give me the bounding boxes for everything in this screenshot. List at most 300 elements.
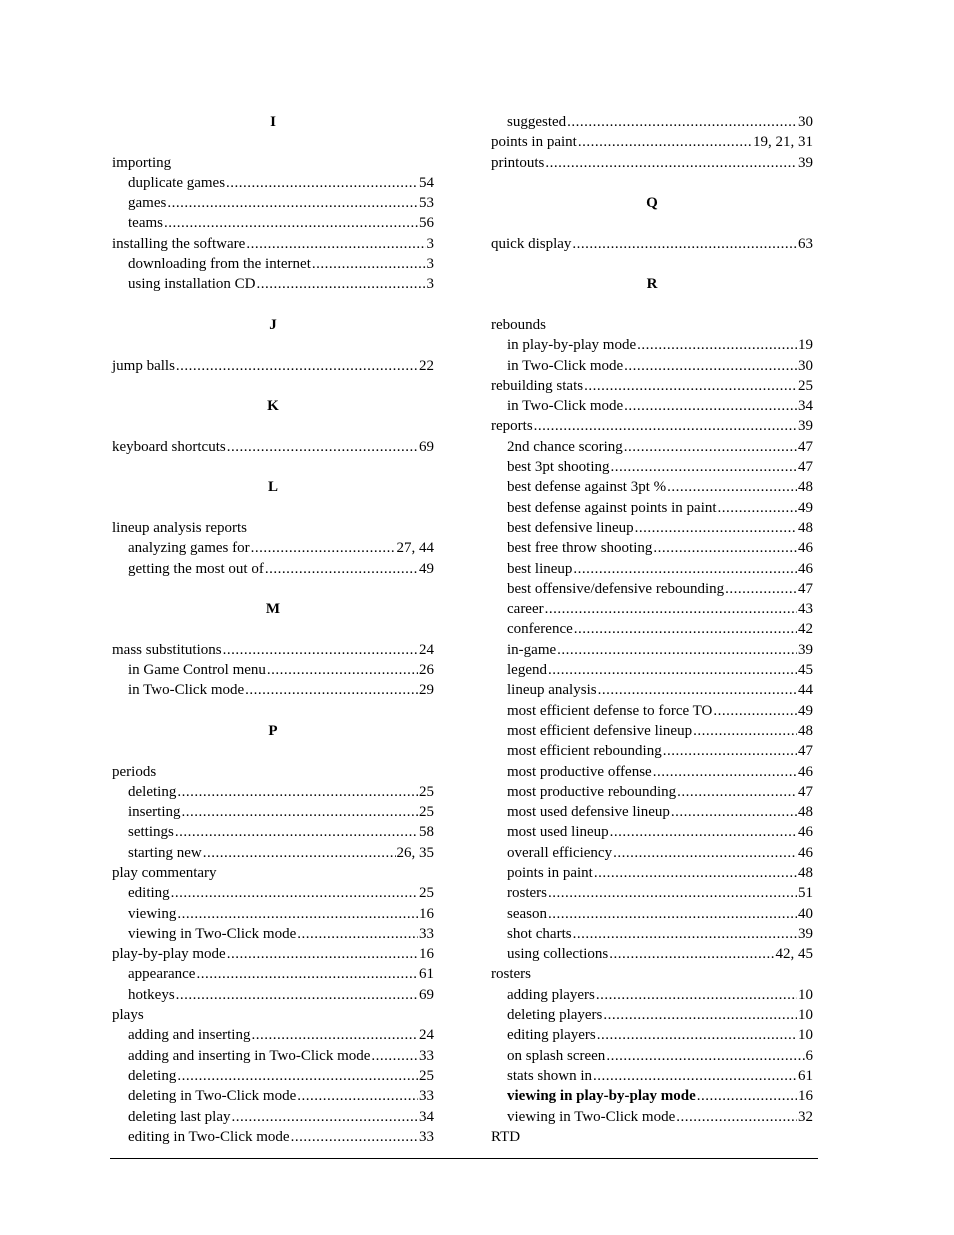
spacer	[491, 295, 813, 315]
dot-leader	[267, 660, 418, 680]
index-heading: importing	[112, 154, 172, 171]
page-number: 10	[798, 1027, 813, 1044]
entry-label: in Game Control menu	[128, 662, 266, 679]
dot-leader	[171, 883, 418, 903]
dot-leader	[167, 193, 418, 213]
index-subentry	[112, 924, 434, 944]
page-number: 16	[798, 1088, 813, 1105]
page-number: 39	[798, 925, 813, 942]
index-subentry	[112, 680, 434, 700]
page-number: 24	[419, 641, 434, 658]
page-number: 61	[419, 966, 434, 983]
index-entry	[112, 356, 434, 376]
footer-rule	[110, 1158, 818, 1159]
entry-label: duplicate games	[128, 174, 226, 191]
page-number: 33	[419, 925, 434, 942]
index-subentry	[112, 1066, 434, 1086]
dot-leader	[718, 498, 797, 518]
entry-label: deleting	[128, 1067, 177, 1084]
index-subentry	[491, 112, 813, 132]
dot-leader	[725, 579, 797, 599]
page-number: 47	[798, 459, 813, 476]
dot-leader	[676, 1107, 797, 1127]
entry-label: conference	[507, 621, 573, 638]
spacer	[112, 579, 434, 599]
page-number: 26	[419, 662, 434, 679]
dot-leader	[177, 1066, 418, 1086]
section-letter-p: P	[268, 722, 278, 739]
entry-label: printouts	[491, 154, 545, 171]
index-subentry	[491, 701, 813, 721]
page-number: 42	[798, 621, 813, 638]
index-entry	[112, 944, 434, 964]
dot-leader	[371, 1046, 418, 1066]
entry-label: analyzing games for	[128, 540, 250, 557]
index-entry	[112, 437, 434, 457]
page-number: 56	[419, 215, 434, 232]
entry-label: deleting in Two-Click mode	[128, 1088, 297, 1105]
index-subentry	[491, 619, 813, 639]
index-subentry	[491, 1046, 813, 1066]
page-number: 48	[798, 864, 813, 881]
index-subentry	[112, 559, 434, 579]
page-number: 25	[419, 885, 434, 902]
index-heading: periods	[112, 763, 157, 780]
dot-leader	[557, 640, 797, 660]
page-number: 46	[798, 824, 813, 841]
dot-leader	[578, 132, 752, 152]
page-number: 19, 21, 31	[753, 134, 813, 151]
dot-leader	[245, 680, 418, 700]
dot-leader	[231, 1107, 418, 1127]
page-number: 47	[798, 743, 813, 760]
index-subentry	[491, 721, 813, 741]
page-number: 47	[798, 580, 813, 597]
entry-label: suggested	[507, 114, 567, 130]
dot-leader	[545, 153, 797, 173]
dot-leader	[177, 782, 418, 802]
index-heading: rosters	[491, 966, 531, 983]
page-number: 49	[419, 560, 434, 577]
page-number: 45	[798, 662, 813, 679]
entry-label: viewing in play-by-play mode	[507, 1088, 696, 1105]
index-subentry	[491, 822, 813, 842]
entry-label: using collections	[507, 946, 609, 963]
entry-label: hotkeys	[128, 986, 175, 1003]
page-number: 48	[798, 479, 813, 496]
index-subentry	[491, 518, 813, 538]
index-subentry	[491, 457, 813, 477]
entry-label: in play-by-play mode	[507, 337, 637, 354]
index-subentry	[491, 1086, 813, 1106]
dot-leader	[667, 477, 797, 497]
spacer	[491, 254, 813, 274]
entry-label: points in paint	[507, 864, 593, 881]
dot-leader	[164, 213, 418, 233]
page-number: 46	[798, 560, 813, 577]
spacer	[112, 498, 434, 518]
page-number: 46	[798, 763, 813, 780]
index-column-right	[491, 112, 813, 1147]
page-number: 25	[419, 783, 434, 800]
page-number: 46	[798, 540, 813, 557]
index-heading: play commentary	[112, 864, 217, 881]
index-entry	[491, 234, 813, 254]
entry-label: deleting players	[507, 1007, 603, 1024]
dot-leader	[251, 538, 396, 558]
page-number: 43	[798, 601, 813, 618]
entry-label: in Two-Click mode	[507, 398, 624, 415]
entry-label: using installation CD	[128, 276, 256, 293]
index-subentry	[491, 985, 813, 1005]
dot-leader	[584, 376, 797, 396]
index-subentry	[112, 985, 434, 1005]
dot-leader	[227, 944, 418, 964]
page-number: 27, 44	[396, 540, 434, 557]
page-number: 19	[798, 337, 813, 354]
index-subentry	[491, 660, 813, 680]
page-number: 40	[798, 905, 813, 922]
page-number: 49	[798, 702, 813, 719]
page-number: 33	[419, 1047, 434, 1064]
page-number: 69	[419, 438, 434, 455]
entry-label: points in paint	[491, 134, 577, 151]
entry-label: appearance	[128, 966, 196, 983]
entry-label: most efficient rebounding	[507, 743, 662, 760]
index-heading: RTD	[491, 1128, 521, 1145]
dot-leader	[606, 1046, 804, 1066]
index-entry	[491, 153, 813, 173]
entry-label: adding and inserting	[128, 1027, 251, 1044]
dot-leader	[548, 883, 797, 903]
entry-label: lineup analysis	[507, 682, 597, 699]
index-subentry	[491, 640, 813, 660]
dot-leader	[227, 437, 418, 457]
index-subentry	[491, 741, 813, 761]
index-subentry	[491, 1025, 813, 1045]
entry-label: best offensive/defensive rebounding	[507, 580, 725, 597]
dot-leader	[176, 356, 418, 376]
dot-leader	[611, 457, 797, 477]
entry-label: editing	[128, 885, 170, 902]
dot-leader	[573, 924, 797, 944]
dot-leader	[713, 701, 797, 721]
entry-label: most used lineup	[507, 824, 609, 841]
dot-leader	[671, 802, 797, 822]
page-number: 6	[805, 1047, 813, 1064]
dot-leader	[297, 1086, 418, 1106]
dot-leader	[637, 335, 797, 355]
dot-leader	[265, 559, 418, 579]
index-subentry	[491, 396, 813, 416]
section-letter-j: J	[269, 316, 277, 333]
index-subentry	[112, 254, 434, 274]
page-number: 47	[798, 438, 813, 455]
spacer	[112, 295, 434, 315]
page-number: 32	[798, 1108, 813, 1125]
entry-label: downloading from the internet	[128, 256, 311, 273]
index-subentry	[112, 1127, 434, 1147]
spacer	[491, 213, 813, 233]
entry-label: play-by-play mode	[112, 946, 226, 963]
page-number: 34	[798, 398, 813, 415]
section-letter-m: M	[265, 601, 281, 618]
entry-label: best defensive lineup	[507, 519, 634, 536]
index-subentry	[491, 904, 813, 924]
dot-leader	[594, 863, 797, 883]
page-number: 39	[798, 418, 813, 435]
index-subentry	[112, 213, 434, 233]
entry-label: viewing	[128, 905, 177, 922]
entry-label: in Two-Click mode	[507, 357, 624, 374]
index-subentry	[491, 498, 813, 518]
page-number: 53	[419, 195, 434, 212]
spacer	[112, 619, 434, 639]
page-number: 48	[798, 519, 813, 536]
entry-label: season	[507, 905, 547, 922]
entry-label: best 3pt shooting	[507, 459, 610, 476]
index-subentry	[491, 843, 813, 863]
index-subentry	[112, 822, 434, 842]
index-subentry	[491, 802, 813, 822]
index-subentry	[112, 173, 434, 193]
index-subentry	[112, 1046, 434, 1066]
dot-leader	[697, 1086, 797, 1106]
entry-label: games	[128, 195, 167, 212]
spacer	[112, 416, 434, 436]
entry-label: keyboard shortcuts	[112, 438, 226, 455]
section-letter-k: K	[267, 398, 279, 415]
index-heading: lineup analysis reports	[112, 519, 247, 536]
index-subentry	[491, 863, 813, 883]
spacer	[112, 335, 434, 355]
entry-label: most productive offense	[507, 763, 652, 780]
index-subentry	[491, 944, 813, 964]
dot-leader	[572, 234, 797, 254]
page-number: 25	[419, 804, 434, 821]
index-subentry	[112, 1025, 434, 1045]
dot-leader	[624, 396, 797, 416]
page-number: 10	[798, 1007, 813, 1024]
index-entry	[491, 376, 813, 396]
dot-leader	[548, 660, 797, 680]
entry-label: most productive rebounding	[507, 783, 677, 800]
index-subentry	[491, 883, 813, 903]
dot-leader	[693, 721, 797, 741]
dot-leader	[257, 274, 426, 294]
page-number: 30	[798, 114, 813, 130]
index-column-left	[112, 112, 434, 1147]
entry-label: on splash screen	[507, 1047, 606, 1064]
index-subentry	[112, 904, 434, 924]
entry-label: stats shown in	[507, 1067, 593, 1084]
entry-label: in Two-Click mode	[128, 682, 245, 699]
spacer	[112, 741, 434, 761]
page-number: 54	[419, 174, 434, 191]
page-number: 3	[426, 235, 434, 252]
dot-leader	[312, 254, 426, 274]
dot-leader	[610, 822, 797, 842]
index-subentry	[112, 964, 434, 984]
entry-label: rosters	[507, 885, 547, 902]
index-subentry	[112, 883, 434, 903]
index-subentry	[491, 680, 813, 700]
dot-leader	[246, 234, 425, 254]
entry-label: reports	[491, 418, 533, 435]
index-subentry	[491, 1107, 813, 1127]
page-number: 48	[798, 804, 813, 821]
index-subentry	[112, 782, 434, 802]
dot-leader	[596, 985, 797, 1005]
index-subentry	[491, 477, 813, 497]
page-number: 22	[419, 357, 434, 374]
dot-leader	[545, 599, 797, 619]
entry-label: starting new	[128, 844, 202, 861]
dot-leader	[177, 904, 418, 924]
dot-leader	[624, 437, 797, 457]
entry-label: adding players	[507, 986, 595, 1003]
entry-label: inserting	[128, 804, 181, 821]
page-number: 34	[419, 1108, 434, 1125]
index-subentry	[491, 762, 813, 782]
page-number: 25	[798, 377, 813, 394]
entry-label: best free throw shooting	[507, 540, 653, 557]
spacer	[112, 376, 434, 396]
section-letter-l: L	[267, 479, 278, 496]
page-number: 33	[419, 1088, 434, 1105]
entry-label: deleting last play	[128, 1108, 231, 1125]
section-letter-q: Q	[646, 195, 658, 212]
dot-leader	[176, 985, 418, 1005]
page-number: 44	[798, 682, 813, 699]
page-number: 51	[798, 885, 813, 902]
entry-label: settings	[128, 824, 174, 841]
dot-leader	[297, 924, 418, 944]
entry-label: quick display	[491, 235, 572, 252]
dot-leader	[653, 538, 797, 558]
page-number: 3	[426, 256, 434, 273]
page-number: 48	[798, 722, 813, 739]
page-number: 16	[419, 905, 434, 922]
index-subentry	[491, 559, 813, 579]
page-number: 61	[798, 1067, 813, 1084]
index-subentry	[491, 1066, 813, 1086]
spacer	[112, 457, 434, 477]
dot-leader	[609, 944, 774, 964]
index-subentry	[112, 843, 434, 863]
dot-leader	[663, 741, 797, 761]
entry-label: viewing in Two-Click mode	[128, 925, 297, 942]
entry-label: shot charts	[507, 925, 572, 942]
index-subentry	[491, 437, 813, 457]
page-number: 16	[419, 946, 434, 963]
entry-label: installing the software	[112, 235, 246, 252]
entry-label: most efficient defense to force TO	[507, 702, 713, 719]
index-entry	[491, 416, 813, 436]
dot-leader	[251, 1025, 418, 1045]
index-entry	[112, 234, 434, 254]
entry-label: deleting	[128, 783, 177, 800]
entry-label: rebuilding stats	[491, 377, 584, 394]
page-number: 29	[419, 682, 434, 699]
index-heading: rebounds	[491, 316, 546, 333]
entry-label: viewing in Two-Click mode	[507, 1108, 676, 1125]
page-number: 47	[798, 783, 813, 800]
dot-leader	[603, 1005, 797, 1025]
dot-leader	[635, 518, 797, 538]
page-number: 58	[419, 824, 434, 841]
dot-leader	[653, 762, 797, 782]
spacer	[112, 132, 434, 152]
entry-label: overall efficiency	[507, 844, 613, 861]
index-subentry	[491, 579, 813, 599]
spacer	[491, 173, 813, 193]
index-entry	[112, 640, 434, 660]
index-subentry	[112, 802, 434, 822]
page-number: 30	[798, 357, 813, 374]
dot-leader	[182, 802, 419, 822]
page-number: 3	[426, 276, 434, 293]
section-letter-r: R	[646, 276, 658, 293]
dot-leader	[548, 904, 797, 924]
entry-label: editing in Two-Click mode	[128, 1128, 290, 1145]
index-subentry	[491, 782, 813, 802]
entry-label: teams	[128, 215, 163, 232]
page-number: 46	[798, 844, 813, 861]
dot-leader	[534, 416, 797, 436]
page-number: 39	[798, 641, 813, 658]
index-subentry	[491, 356, 813, 376]
entry-label: most used defensive lineup	[507, 804, 670, 821]
index-subentry	[112, 1107, 434, 1127]
page-number: 10	[798, 986, 813, 1003]
dot-leader	[624, 356, 797, 376]
dot-leader	[573, 559, 797, 579]
entry-label: mass substitutions	[112, 641, 222, 658]
page-number: 49	[798, 499, 813, 516]
page-number: 69	[419, 986, 434, 1003]
page-number: 63	[798, 235, 813, 252]
entry-label: best defense against points in paint	[507, 499, 717, 516]
index-subentry	[491, 335, 813, 355]
index-subentry	[112, 538, 434, 558]
dot-leader	[597, 1025, 797, 1045]
dot-leader	[677, 782, 797, 802]
entry-label: most efficient defensive lineup	[507, 722, 693, 739]
entry-label: in-game	[507, 641, 557, 658]
page-number: 24	[419, 1027, 434, 1044]
entry-label: best lineup	[507, 560, 573, 577]
page-number: 39	[798, 154, 813, 171]
index-subentry	[112, 193, 434, 213]
index-subentry	[112, 1086, 434, 1106]
dot-leader	[593, 1066, 797, 1086]
entry-label: adding and inserting in Two-Click mode	[128, 1047, 371, 1064]
dot-leader	[574, 619, 797, 639]
dot-leader	[598, 680, 797, 700]
index-subentry	[112, 660, 434, 680]
index-subentry	[112, 274, 434, 294]
entry-label: editing players	[507, 1027, 596, 1044]
dot-leader	[203, 843, 396, 863]
dot-leader	[196, 964, 418, 984]
entry-label: career	[507, 601, 544, 618]
page-number: 42, 45	[775, 946, 813, 963]
dot-leader	[613, 843, 797, 863]
dot-leader	[567, 112, 797, 132]
index-entry	[491, 132, 813, 152]
entry-label: 2nd chance scoring	[507, 438, 623, 455]
